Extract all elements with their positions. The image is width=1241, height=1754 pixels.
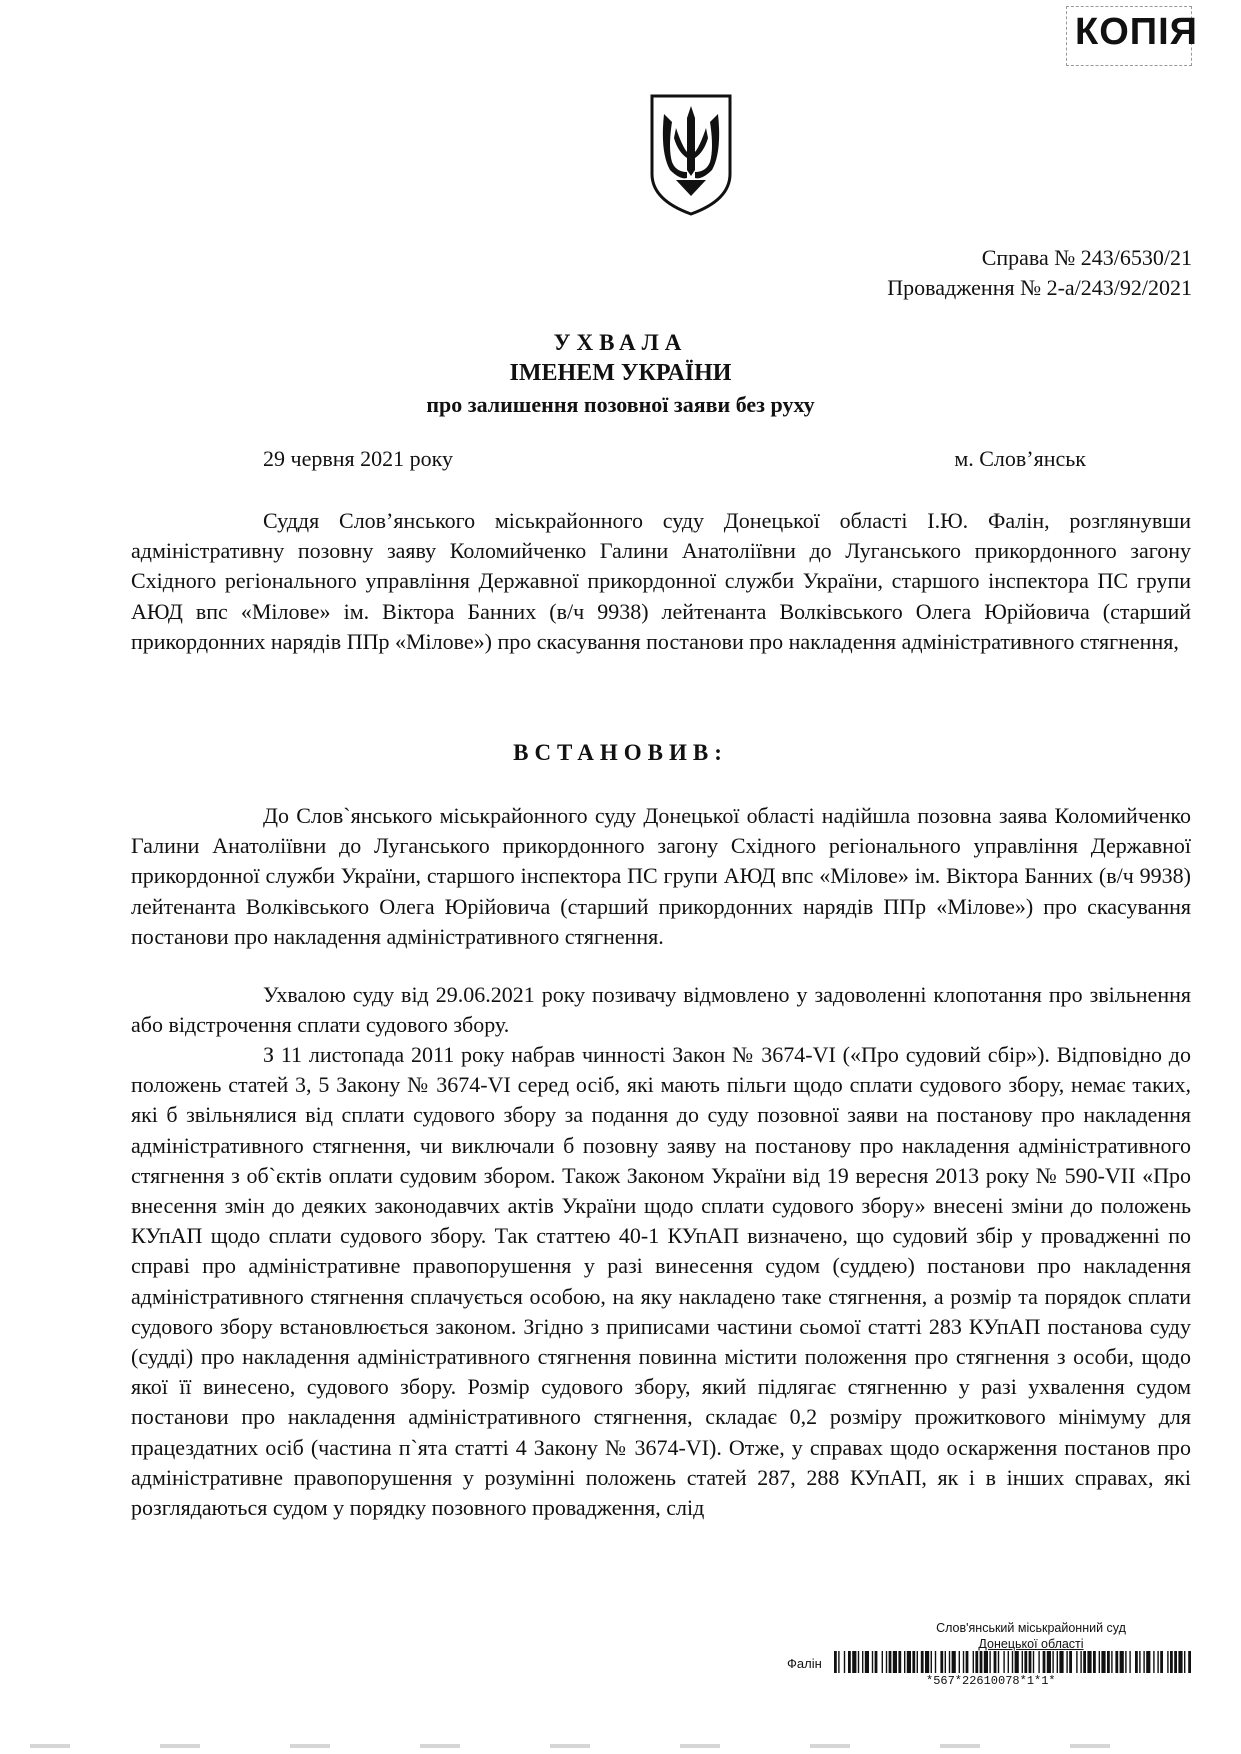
case-info	[887, 243, 1192, 303]
proceeding-number: Провадження № 2-а/243/92/2021	[887, 275, 1192, 300]
court-footer	[916, 1620, 1146, 1652]
document-title: УХВАЛА	[553, 330, 688, 355]
intro-paragraph: Суддя Слов’янського міськрайонного суду Донецької області І.Ю. Фалін, розглянувши адміністративну позовну заяву Коломийченко Галини Анатоліївни до Луганського прикордонного загону Східного регіонального управління Державної прикордонної служби України, старшого інспектора ПС групи АЮД впс «Мілове» ім. Віктора Банних (в/ч 9938) лейтенанта Волківського Олега Юрійовича (старший прикордонних нарядів ППр «Мілове») про скасування постанови про накладення адміністративного стягнення,	[131, 508, 1191, 654]
case-number: Справа № 243/6530/21	[981, 245, 1192, 270]
court-name: Слов'янський міськрайонний суд	[936, 1621, 1126, 1635]
judge-name: Фалін	[787, 1656, 822, 1671]
court-region: Донецької області	[978, 1637, 1084, 1651]
body-paragraph-3: З 11 листопада 2011 року набрав чинності Закон № 3674-VI («Про судовий сбір»). Відповідно до положень статей 3, 5 Закону № 3674-VI серед осіб, які мають пільги щодо сплати судового збору, немає таких, які б звільнялися від сплати судового збору за подання до суду позовної заяви на постанову про накладення адміністративного стягнення, чи виключали б позовну заяву на постанову про накладення адміністративного стягнення з об`єктів оплати судовим збором. Також Законом України від 19 вересня 2013 року № 590-VII «Про внесення змін до деяких законодавчих актів України щодо сплати судового збору» внесені зміни до положень КУпАП щодо сплати судового збору. Так статтею 40-1 КУпАП визначено, що судовий збір у провадженні по справі про адміністративне правопорушення у разі винесення судом (суддею) постанови про накладення адміністративного стягнення сплачується особою, на яку накладено таке стягнення, а розмір та порядок сплати судового збору встановлюється законом. Згідно з приписами частини сьомої статті 283 КУпАП постанова суду (судді) про накладення адміністративного стягнення повинна містити положення про стягнення з особи, щодо якої її винесено, судового збору. Розмір судового збору, який підлягає стягненню у разі ухвалення судом постанови про накладення адміністративного стягнення, складає 0,2 розміру прожиткового мінімуму для працездатних осіб (частина п`ята статті 4 Закону № 3674-VI). Отже, у справах щодо оскарження постанов про адміністративне правопорушення у розумінні положень статей 287, 288 КУпАП, як і в інших справах, які розглядаються судом у порядку позовного провадження, слід	[131, 1042, 1191, 1521]
tryzub-coat-of-arms-icon	[646, 92, 736, 218]
barcode-text: *567*22610078*1*1*	[926, 1674, 1056, 1688]
document-subtitle: ІМЕНЕМ УКРАЇНИ	[509, 360, 732, 386]
body-paragraph-1: До Слов`янського міськрайонного суду Донецької області надійшла позовна заява Коломийченко Галини Анатоліївни до Луганського прикордонного загону Східного регіонального управління Державної прикордонної служби України, старшого інспектора ПС групи АЮД впс «Мілове» ім. Віктора Банних (в/ч 9938) лейтенанта Волківського Олега Юрійовича (старший прикордонних нарядів ППр «Мілове») про скасування постанови про накладення адміністративного стягнення.	[131, 803, 1191, 949]
section-heading: ВСТАНОВИВ:	[513, 740, 728, 765]
document-subject: про залишення позовної заяви без руху	[426, 392, 815, 417]
document-city: м. Слов’янськ	[954, 446, 1086, 471]
scan-edge-noise	[30, 1744, 1180, 1748]
barcode	[834, 1651, 1192, 1673]
copy-stamp-label: КОПІЯ	[1075, 11, 1198, 53]
body-paragraph-2: Ухвалою суду від 29.06.2021 року позивачу відмовлено у задоволенні клопотання про звільнення або відстрочення сплати судового збору.	[131, 982, 1191, 1038]
document-date: 29 червня 2021 року	[263, 446, 453, 471]
copy-stamp	[1066, 6, 1198, 66]
